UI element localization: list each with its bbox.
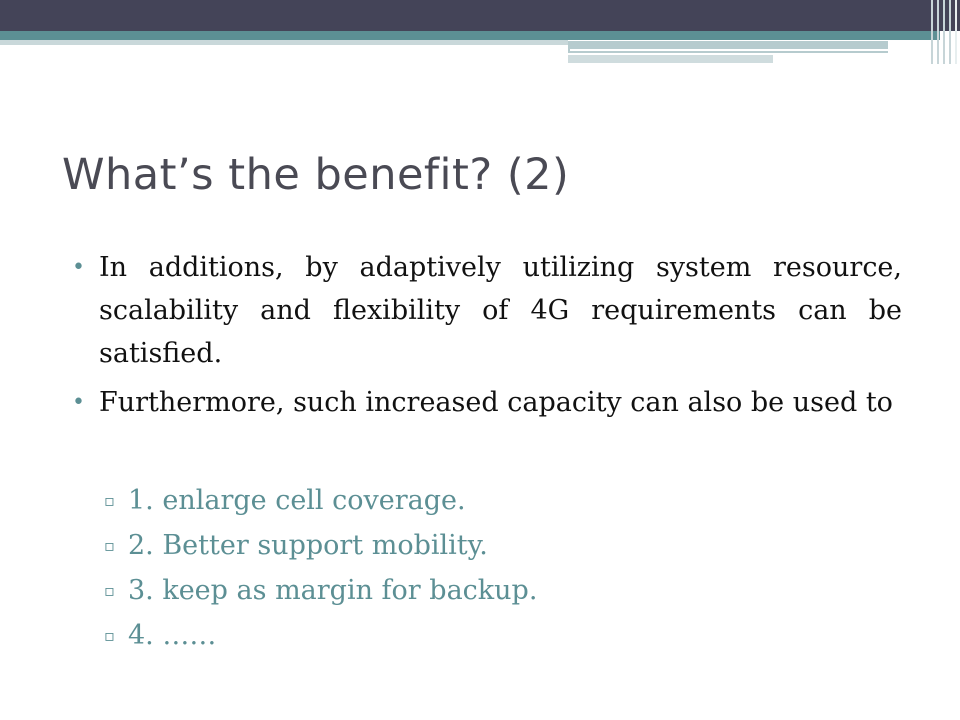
bullet-list [72,246,902,430]
header-accent-strip [0,31,940,40]
sub-bullet-marker: ▫ [104,536,115,555]
slide-title: What’s the benefit? (2) [62,150,570,200]
header-tick [943,0,945,64]
sub-bullet-item [104,523,537,568]
header-divider [570,49,888,51]
header-tick [955,0,957,64]
sub-bullet-text: 3. keep as margin for backup. [128,575,538,606]
sub-bullet-text: 1. enlarge cell coverage. [128,485,466,516]
bullet-marker: • [72,255,85,280]
header-light-strip [568,41,888,53]
header-tick [937,0,939,64]
sub-bullet-marker: ▫ [104,581,115,600]
header-band [0,0,960,31]
bullet-text: Furthermore, such increased capacity can also be used to [99,387,893,418]
bullet-text: In additions, by adaptively utilizing system resource, scalability and flexibility of 4G requirements can be satisfied. [99,252,902,369]
sub-bullet-marker: ▫ [104,626,115,645]
bullet-item [72,246,902,375]
bullet-marker: • [72,390,85,415]
header-tick [949,0,951,64]
sub-bullet-item [104,568,537,613]
sub-bullet-marker: ▫ [104,491,115,510]
sub-bullet-list [104,478,537,658]
sub-bullet-text: 4. …… [128,620,217,651]
header-light-strip [568,55,773,63]
sub-bullet-item [104,478,537,523]
sub-bullet-item [104,613,537,658]
header-tick [931,0,933,64]
sub-bullet-text: 2. Better support mobility. [128,530,488,561]
bullet-item [72,381,902,424]
header-light-strip [0,40,568,45]
